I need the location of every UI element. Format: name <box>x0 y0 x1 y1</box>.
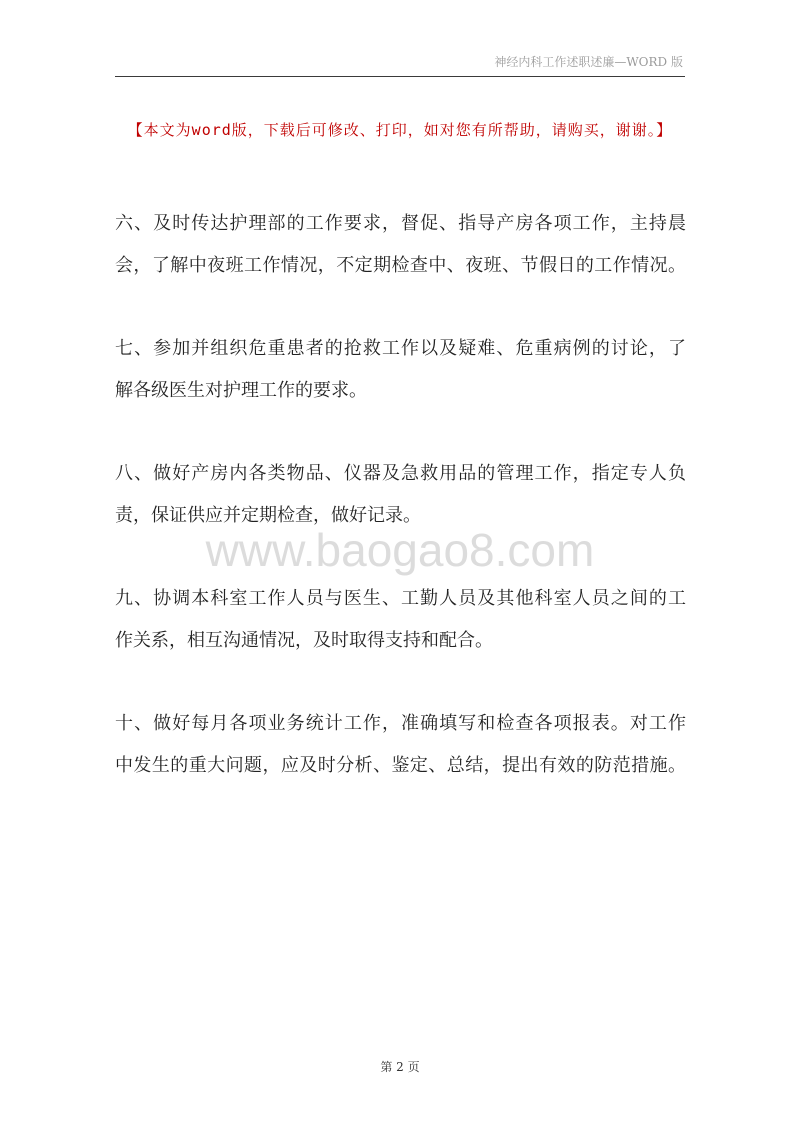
running-header-title: 神经内科工作述职述廉—WORD 版 <box>494 55 683 69</box>
paragraph-item-10 <box>115 703 686 787</box>
paragraph-line: 九、协调本科室工作人员与医生、工勤人员及其他科室人员之间的工 <box>115 588 686 609</box>
paragraph-item-9 <box>115 578 686 662</box>
paragraph-item-8 <box>115 453 686 537</box>
document-body <box>115 203 686 828</box>
paragraph-line: 作关系，相互沟通情况，及时取得支持和配合。 <box>115 630 493 651</box>
paragraph-item-6 <box>115 203 686 287</box>
paragraph-line: 会，了解中夜班工作情况，不定期检查中、夜班、节假日的工作情况。 <box>115 255 686 276</box>
paragraph-line: 责，保证供应并定期检查，做好记录。 <box>115 505 421 526</box>
paragraph-line: 十、做好每月各项业务统计工作，准确填写和检查各项报表。对工作 <box>115 713 686 734</box>
paragraph-line: 七、参加并组织危重患者的抢救工作以及疑难、危重病例的讨论，了 <box>115 338 686 359</box>
page-number: 第 2 页 <box>380 1060 420 1074</box>
paragraph-line: 六、及时传达护理部的工作要求，督促、指导产房各项工作，主持晨 <box>115 213 686 234</box>
paragraph-item-7 <box>115 328 686 412</box>
purchase-notice: 【本文为word版，下载后可修改、打印，如对您有所帮助，请购买，谢谢。】 <box>127 121 673 139</box>
paragraph-line: 中发生的重大问题，应及时分析、鉴定、总结，提出有效的防范措施。 <box>115 755 686 776</box>
paragraph-line: 八、做好产房内各类物品、仪器及急救用品的管理工作，指定专人负 <box>115 463 686 484</box>
watermark-text: www.baogao8.com <box>205 524 595 576</box>
paragraph-line: 解各级医生对护理工作的要求。 <box>115 380 367 401</box>
header-divider <box>115 76 685 77</box>
